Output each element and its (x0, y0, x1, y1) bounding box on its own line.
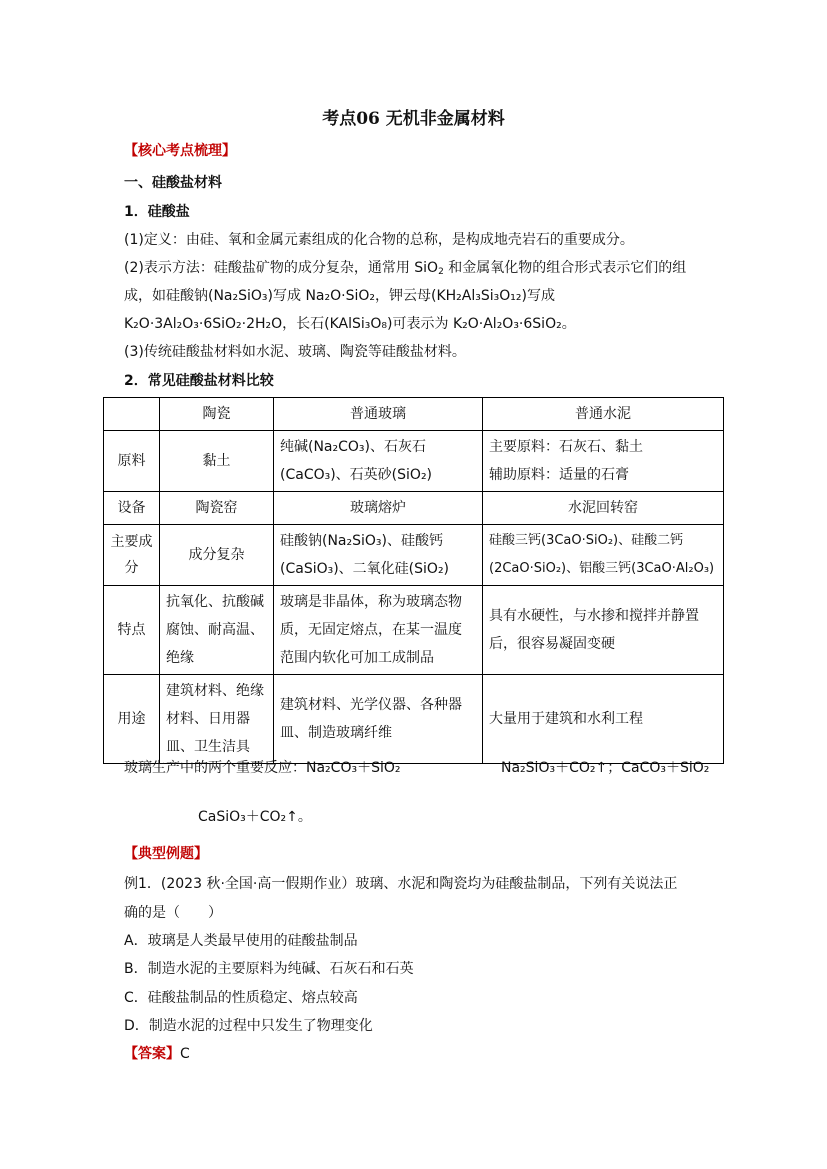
cement-cell: 硅酸三钙(3CaO·SiO₂)、硅酸二钙 (2CaO·SiO₂)、铝酸三钙(3CaO·Al₂O₃) (483, 525, 724, 586)
example-section-label: 【典型例题】 (124, 846, 208, 862)
row-label: 设备 (104, 492, 160, 525)
option-b: B．制造水泥的主要原料为纯碱、石灰石和石英 (124, 961, 414, 977)
row-label: 特点 (104, 586, 160, 675)
page-title: 考点06 无机非金属材料 (322, 109, 505, 129)
glass-cell: 纯碱(Na₂CO₃)、石灰石 (CaCO₃)、石英砂(SiO₂) (274, 431, 483, 492)
heading-comparison: 2．常见硅酸盐材料比较 (124, 373, 274, 389)
table-row (104, 492, 724, 525)
ceramic-cell: 陶瓷窑 (160, 492, 274, 525)
table-row (104, 675, 724, 764)
heading-silicate-materials: 一、硅酸盐材料 (124, 175, 222, 191)
glass-cell: 玻璃是非晶体，称为玻璃态物 质，无固定熔点，在某一温度 范围内软化可加工成制品 (274, 586, 483, 675)
ceramic-cell: 抗氧化、抗酸碱腐蚀、耐高温、绝缘 (160, 586, 274, 675)
reaction-intro: 玻璃生产中的两个重要反应：Na₂CO₃＋SiO₂ (124, 760, 401, 776)
ceramic-cell: 黏土 (160, 431, 274, 492)
cement-cell: 主要原料：石灰石、黏土 辅助原料：适量的石膏 (483, 431, 724, 492)
representation-line-3: K₂O·3Al₂O₃·6SiO₂·2H₂O，长石(KAlSi₃O₈)可表示为 K₂O·Al₂O₃·6SiO₂。 (124, 316, 576, 332)
traditional-materials-text: (3)传统硅酸盐材料如水泥、玻璃、陶瓷等硅酸盐材料。 (124, 344, 466, 360)
row-label: 原料 (104, 431, 160, 492)
answer-value: C (180, 1046, 190, 1062)
table-header-cell: 陶瓷 (160, 398, 274, 431)
table-row (104, 431, 724, 492)
option-a: A．玻璃是人类最早使用的硅酸盐制品 (124, 933, 358, 949)
example-question-line-1: 例1．(2023 秋·全国·高一假期作业）玻璃、水泥和陶瓷均为硅酸盐制品，下列有关说法正 (124, 876, 678, 892)
table-header-cell: 普通水泥 (483, 398, 724, 431)
row-label: 用途 (104, 675, 160, 764)
representation-line-2: 成，如硅酸钠(Na₂SiO₃)写成 Na₂O·SiO₂，钾云母(KH₂Al₃Si₃O₁₂)写成 (124, 288, 555, 304)
answer-label: 【答案】 (124, 1046, 180, 1062)
comparison-table (103, 397, 724, 764)
row-label: 主要成分 (104, 525, 160, 586)
ceramic-cell: 成分复杂 (160, 525, 274, 586)
definition-text: (1)定义：由硅、氧和金属元素组成的化合物的总称，是构成地壳岩石的重要成分。 (124, 232, 634, 248)
table-row (104, 525, 724, 586)
table-header-cell: 普通玻璃 (274, 398, 483, 431)
cement-cell: 具有水硬性，与水掺和搅拌并静置 后，很容易凝固变硬 (483, 586, 724, 675)
glass-cell: 玻璃熔炉 (274, 492, 483, 525)
table-row (104, 586, 724, 675)
cement-cell: 水泥回转窑 (483, 492, 724, 525)
heading-silicate: 1．硅酸盐 (124, 204, 190, 220)
example-question-line-2: 确的是（ ） (124, 905, 222, 921)
table-header-cell (104, 398, 160, 431)
core-section-label: 【核心考点梳理】 (124, 143, 236, 159)
answer-line (124, 1043, 190, 1063)
glass-cell: 建筑材料、光学仪器、各种器 皿、制造玻璃纤维 (274, 675, 483, 764)
table-header-row (104, 398, 724, 431)
glass-cell: 硅酸钠(Na₂SiO₃)、硅酸钙 (CaSiO₃)、二氧化硅(SiO₂) (274, 525, 483, 586)
option-c: C．硅酸盐制品的性质稳定、熔点较高 (124, 990, 358, 1006)
reaction-products-2: CaSiO₃＋CO₂↑。 (198, 809, 312, 825)
cement-cell: 大量用于建筑和水利工程 (483, 675, 724, 764)
ceramic-cell: 建筑材料、绝缘材料、日用器皿、卫生洁具 (160, 675, 274, 764)
representation-line-1: (2)表示方法：硅酸盐矿物的成分复杂，通常用 SiO$_2$ 和金属氧化物的组合形式表示它们的组 (124, 260, 687, 277)
reaction-products: Na₂SiO₃＋CO₂↑；CaCO₃＋SiO₂ (501, 760, 710, 776)
option-d: D．制造水泥的过程中只发生了物理变化 (124, 1018, 373, 1034)
